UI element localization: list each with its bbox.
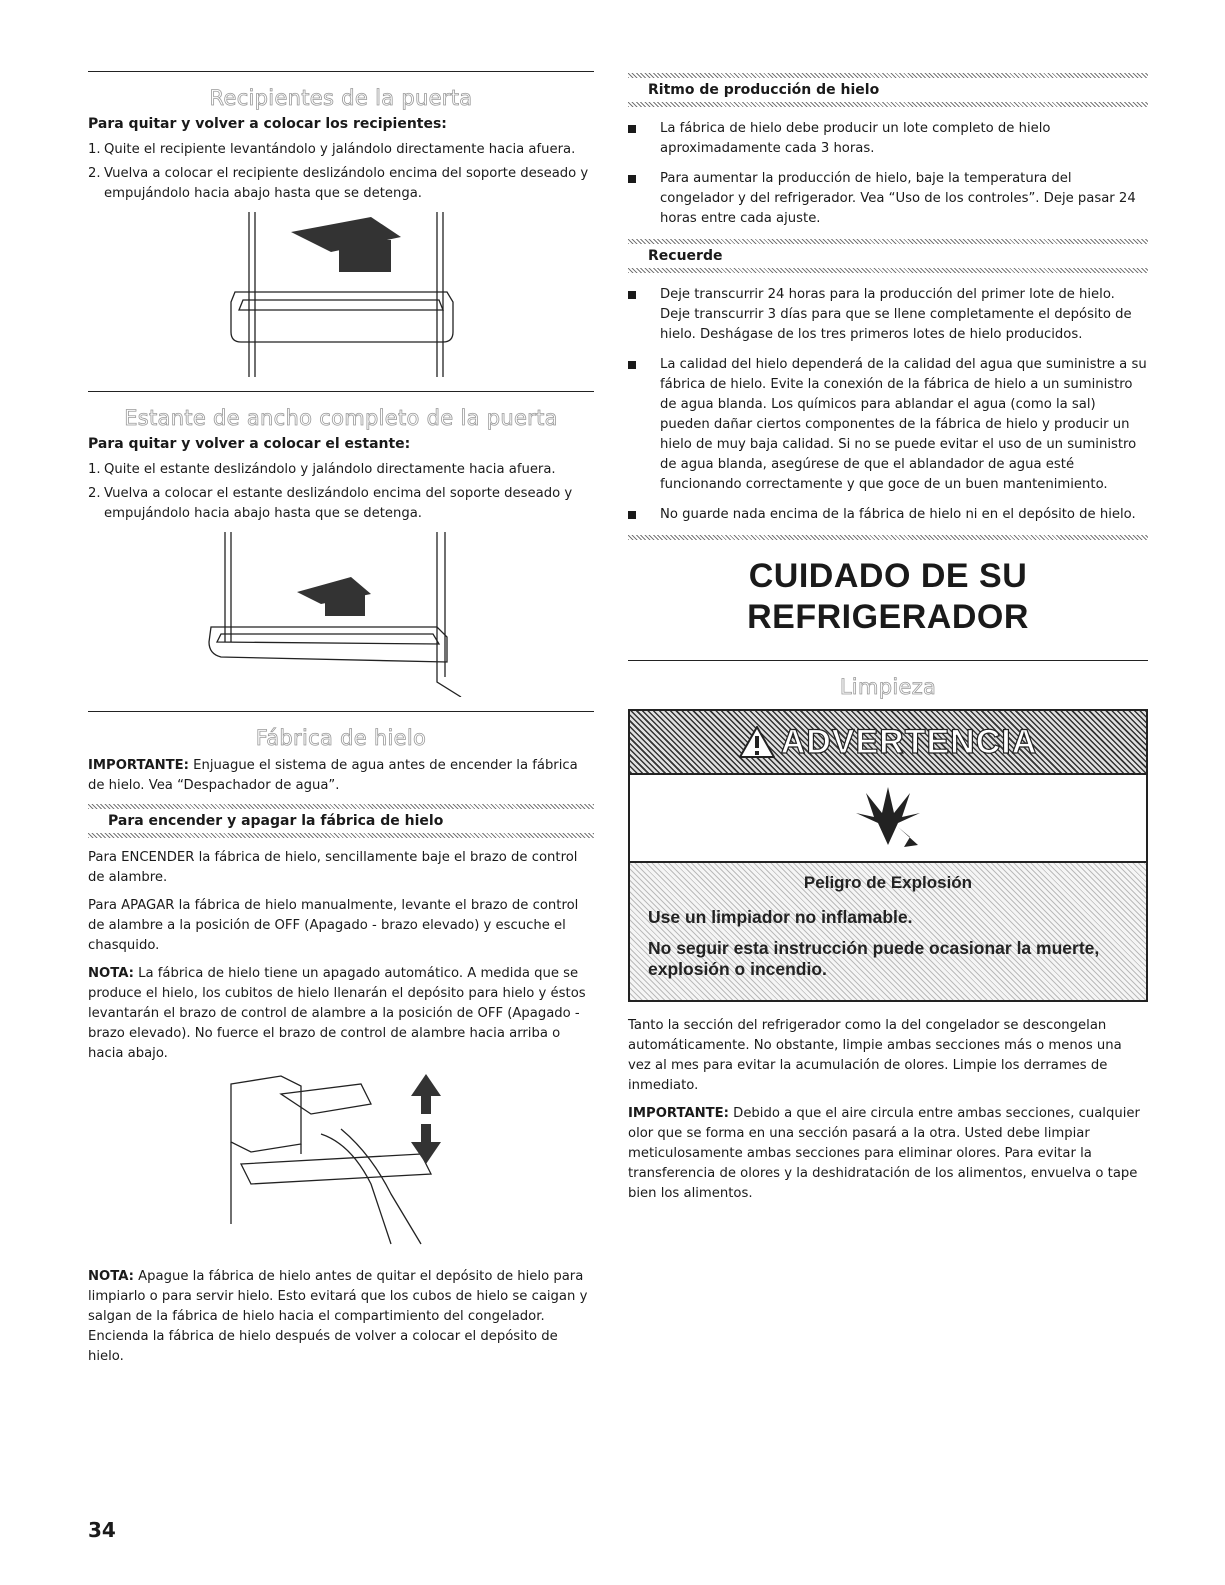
note-paragraph bbox=[88, 964, 594, 1064]
bullet-item bbox=[628, 505, 1148, 525]
box-stripe bbox=[628, 535, 1148, 540]
subheading: Para quitar y volver a colocar el estante: bbox=[88, 436, 411, 452]
door-bin-illustration bbox=[221, 212, 461, 377]
section-title-door-bins: Recipientes de la puerta bbox=[209, 86, 473, 110]
warning-line: No seguir esta instrucción puede ocasionar la muerte, explosión o incendio. bbox=[648, 938, 1100, 979]
hazard-title: Peligro de Explosión bbox=[803, 873, 973, 892]
steps-list bbox=[88, 140, 594, 204]
page-number: 34 bbox=[88, 1518, 116, 1542]
step-item bbox=[88, 484, 594, 524]
bullet-text: Para aumentar la producción de hielo, baje la temperatura del congelador y del refrigerador. Vea “Uso de los controles”. Deje pasar 24 horas entre cada ajuste. bbox=[660, 171, 1136, 226]
important-paragraph bbox=[88, 756, 594, 796]
bullet-list bbox=[628, 285, 1148, 525]
explosion-icon bbox=[848, 783, 928, 853]
bullet-text: La fábrica de hielo debe producir un lote completo de hielo aproximadamente cada 3 horas. bbox=[660, 121, 1051, 156]
box-heading: Para encender y apagar la fábrica de hielo bbox=[108, 813, 444, 829]
note-paragraph bbox=[88, 1267, 594, 1367]
section-rule bbox=[628, 660, 1148, 661]
step-number: 2. bbox=[88, 166, 101, 181]
bullet-square-icon bbox=[628, 291, 636, 299]
box-stripe bbox=[628, 102, 1148, 107]
warning-header-text: ADVERTENCIA bbox=[780, 722, 1038, 761]
subheading: Para quitar y volver a colocar los recipientes: bbox=[88, 116, 447, 132]
bullet-item bbox=[628, 169, 1148, 229]
important-label: IMPORTANTE: bbox=[88, 758, 189, 773]
section-title-ice-maker: Fábrica de hielo bbox=[255, 726, 427, 750]
step-item bbox=[88, 460, 594, 480]
section-rule bbox=[88, 71, 594, 72]
bullet-square-icon bbox=[628, 511, 636, 519]
cleaning-paragraph: Tanto la sección del refrigerador como la del congelador se descongelan automáticamente. No obstante, limpie ambas secciones más o menos una vez al mes para evitar la acumulación de olores. Limpie los derrames de inmediato. bbox=[628, 1018, 1122, 1093]
warning-body bbox=[630, 863, 1146, 1000]
warning-triangle-icon bbox=[739, 726, 775, 758]
step-text: Vuelva a colocar el estante deslizándolo encima del soporte deseado y empujándolo hacia abajo hasta que se detenga. bbox=[104, 486, 573, 521]
box-heading-remember: Recuerde bbox=[648, 248, 723, 264]
box-stripe bbox=[88, 833, 594, 838]
page-title-line: REFRIGERADOR bbox=[747, 598, 1029, 636]
section-title-cleaning: Limpieza bbox=[839, 675, 937, 699]
important-label: IMPORTANTE: bbox=[628, 1106, 729, 1121]
step-text: Quite el estante deslizándolo y jalándolo directamente hacia afuera. bbox=[104, 462, 556, 477]
steps-list bbox=[88, 460, 594, 524]
step-text: Vuelva a colocar el recipiente deslizándolo encima del soporte deseado y empujándolo hacia abajo hasta que se detenga. bbox=[104, 166, 589, 201]
note-text: Apague la fábrica de hielo antes de quitar el depósito de hielo para limpiarlo o para servir hielo. Esto evitará que los cubos de hielo se caigan y salgan de la fábrica de hielo hacia el compartimiento del congelador. Encienda la fábrica de hielo después de volver a colocar el depósito de hielo. bbox=[88, 1269, 588, 1364]
bullet-text: Deje transcurrir 24 horas para la producción del primer lote de hielo. Deje transcurrir 3 días para que se llene completamente el depósito de hielo. Deshágase de los tres primeros lotes de hielo producidos. bbox=[660, 287, 1132, 342]
bullet-square-icon bbox=[628, 361, 636, 369]
warning-icon-area bbox=[630, 775, 1146, 863]
warning-box bbox=[628, 709, 1148, 1002]
page-title-line: CUIDADO DE SU bbox=[748, 557, 1028, 595]
warning-line: Use un limpiador no inflamable. bbox=[648, 907, 913, 927]
bullet-item bbox=[628, 355, 1148, 495]
step-number: 1. bbox=[88, 462, 101, 477]
bullet-square-icon bbox=[628, 175, 636, 183]
important-text: Debido a que el aire circula entre ambas secciones, cualquier olor que se forma en una sección pasará a la otra. Usted debe limpiar meticulosamente ambas secciones para eliminar olores. Para evitar la transferencia de olores y la deshidratación de los alimentos, envuelva o tape bien los alimentos. bbox=[628, 1106, 1140, 1201]
step-item bbox=[88, 164, 594, 204]
note-label: NOTA: bbox=[88, 1269, 134, 1284]
note-label: NOTA: bbox=[88, 966, 134, 981]
section-rule bbox=[88, 391, 594, 392]
ice-maker-illustration bbox=[221, 1074, 461, 1259]
bullet-text: No guarde nada encima de la fábrica de hielo ni en el depósito de hielo. bbox=[660, 507, 1136, 522]
step-item bbox=[88, 140, 594, 160]
shelf-illustration bbox=[201, 532, 481, 697]
left-column bbox=[88, 71, 594, 1375]
box-stripe bbox=[628, 268, 1148, 273]
bullet-square-icon bbox=[628, 125, 636, 133]
bullet-item bbox=[628, 285, 1148, 345]
step-number: 2. bbox=[88, 486, 101, 501]
step-text: Quite el recipiente levantándolo y jalándolo directamente hacia afuera. bbox=[104, 142, 576, 157]
box-heading-ice-rate: Ritmo de producción de hielo bbox=[648, 82, 880, 98]
paragraph-off: Para APAGAR la fábrica de hielo manualmente, levante el brazo de control de alambre a la posición de OFF (Apagado - brazo elevado) y escuche el chasquido. bbox=[88, 898, 579, 953]
bullet-item bbox=[628, 119, 1148, 159]
paragraph-on: Para ENCENDER la fábrica de hielo, sencillamente baje el brazo de control de alambre. bbox=[88, 850, 578, 885]
important-paragraph bbox=[628, 1104, 1148, 1204]
bullet-text: La calidad del hielo dependerá de la calidad del agua que suministre a su fábrica de hielo. Evite la conexión de la fábrica de hielo a un suministro de agua blanda. Los químicos para ablandar el agua (como la sal) pueden dañar ciertos componentes de la fábrica de hielo y producir un hielo de muy baja calidad. Si no se puede evitar el uso de un suministro de agua blanda, asegúrese de que el ablandador de agua esté funcionando correctamente y que goce de un buen mantenimiento. bbox=[660, 357, 1147, 492]
step-number: 1. bbox=[88, 142, 101, 157]
right-column bbox=[628, 73, 1148, 1212]
important-text: Enjuague el sistema de agua antes de encender la fábrica de hielo. Vea “Despachador de agua”. bbox=[88, 758, 578, 793]
bullet-list bbox=[628, 119, 1148, 229]
section-title-full-shelf: Estante de ancho completo de la puerta bbox=[124, 406, 558, 430]
page-title bbox=[628, 556, 1148, 638]
warning-header bbox=[630, 711, 1146, 775]
note-text: La fábrica de hielo tiene un apagado automático. A medida que se produce el hielo, los cubitos de hielo llenarán el depósito para hielo y éstos levantarán el brazo de control de alambre a la posición de OFF (Apagado - brazo elevado). No fuerce el brazo de control de alambre hacia arriba o hacia abajo. bbox=[88, 966, 586, 1061]
section-rule bbox=[88, 711, 594, 712]
